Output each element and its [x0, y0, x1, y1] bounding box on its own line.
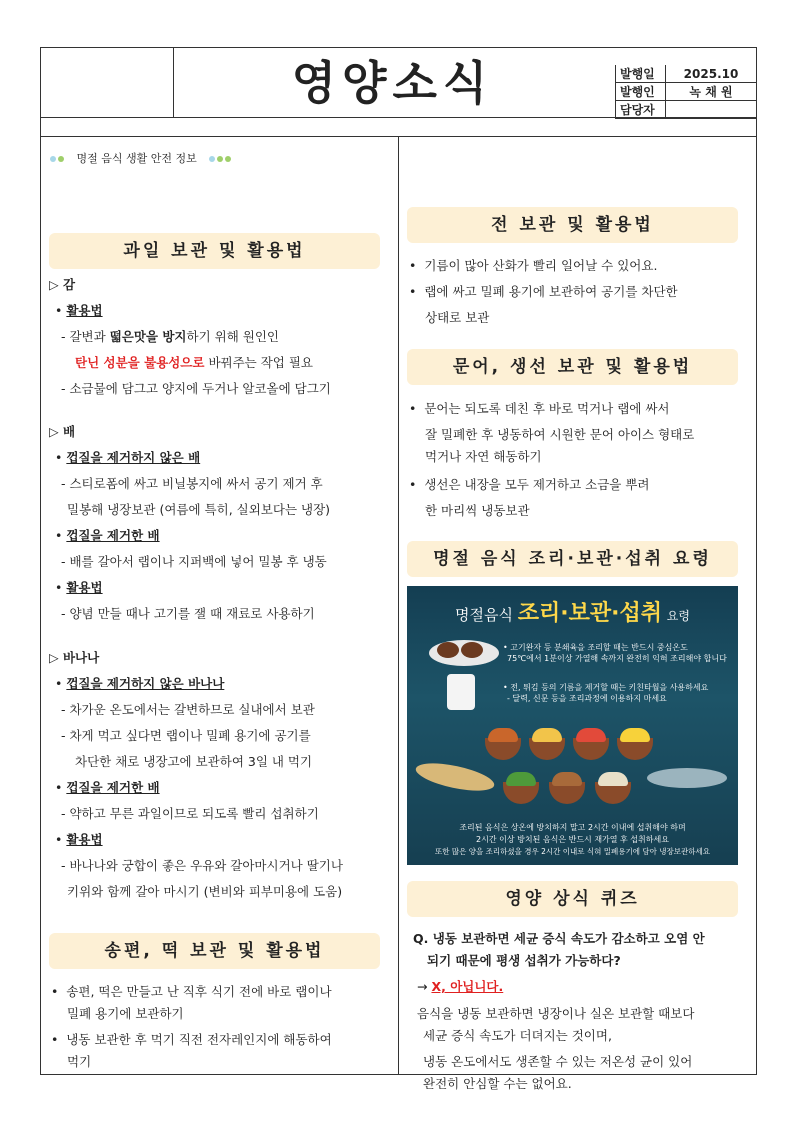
- pear-line-4: - 양념 만들 때나 고기를 잴 때 재료로 사용하기: [61, 606, 315, 621]
- poster-line-5: 조리된 음식은 상온에 방치하지 말고 2시간 이내에 섭취해야 하며: [459, 823, 686, 832]
- text: 바꿔주는 작업 필요: [204, 355, 313, 370]
- quiz-question-2: 되기 때문에 평생 섭취가 가능하다?: [427, 953, 621, 968]
- jeon-bullet-1: • 기름이 많아 산화가 빨리 일어날 수 있어요.: [409, 258, 658, 273]
- poster-line-3: • 전, 튀김 등의 기름을 제거할 때는 키친타월을 사용하세요: [503, 683, 709, 692]
- banana-line-1: - 차가운 온도에서는 갈변하므로 실내에서 보관: [61, 702, 315, 717]
- food-icon: [576, 728, 606, 742]
- meatball-icon: [461, 642, 483, 658]
- banana-sub-2-label: 껍질을 제거한 배: [66, 780, 160, 795]
- persimmon-line-2: [75, 355, 313, 371]
- banana-sub-1: • 껍질을 제거하지 않은 바나나: [55, 676, 225, 691]
- text: 떫은맛을 방지: [109, 329, 187, 344]
- dot-icon: [58, 156, 64, 162]
- banana-line-4: - 약하고 무른 과일이므로 되도록 빨리 섭취하기: [61, 806, 319, 821]
- newsletter-frame: [40, 47, 757, 1091]
- fish-banner: 문어, 생선 보관 및 활용법: [407, 349, 738, 385]
- food-icon: [506, 772, 536, 786]
- fish-line-3: 먹거나 자연 해동하기: [425, 449, 542, 464]
- quiz-explain-3: 냉동 온도에서도 생존할 수 있는 저온성 균이 있어: [423, 1054, 693, 1069]
- poster-title: [407, 596, 738, 627]
- page-title: 영양소식: [291, 56, 494, 110]
- pear-sub-3: • 활용법: [55, 580, 103, 595]
- pear-sub-1-label: 껍질을 제거하지 않은 배: [66, 450, 201, 465]
- songpyeon-line-2: 밀폐 용기에 보관하기: [67, 1006, 184, 1021]
- persimmon-line-3: - 소금물에 담그고 양지에 두거나 알코올에 담그기: [61, 381, 331, 396]
- text: 냉동 보관한 후 먹기 직전 전자레인지에 해동하여: [66, 1032, 332, 1047]
- persimmon-heading: ▷ 감: [49, 277, 76, 292]
- meatball-icon: [437, 642, 459, 658]
- banana-heading: ▷ 바나나: [49, 650, 100, 665]
- fish-bullet-1: • 문어는 되도록 데친 후 바로 먹거나 랩에 싸서: [409, 401, 670, 416]
- food-icon: [620, 728, 650, 742]
- quiz-explain-2: 세균 증식 속도가 더뎌지는 것이며,: [423, 1028, 612, 1043]
- quiz-answer: [417, 979, 503, 995]
- text: 문어는 되도록 데친 후 바로 먹거나 랩에 싸서: [424, 401, 670, 416]
- text: - 갈변과: [61, 329, 110, 344]
- songpyeon-bullet-1: • 송편, 떡은 만들고 난 직후 식기 전에 바로 랩이나: [51, 984, 332, 999]
- text: 랩에 싸고 밀폐 용기에 보관하여 공기를 차단한: [424, 284, 678, 299]
- jeon-bullet-2: • 랩에 싸고 밀폐 용기에 보관하여 공기를 차단한: [409, 284, 678, 299]
- banana-sub-2: • 껍질을 제거한 배: [55, 780, 160, 795]
- banana-line-2: - 차게 먹고 싶다면 랩이나 밀폐 용기에 공기를: [61, 728, 311, 743]
- jeon-line-3: 상태로 보관: [425, 310, 490, 325]
- persimmon-use-label: 활용법: [66, 303, 103, 318]
- persimmon-line-1: [61, 329, 279, 345]
- pear-sub-2: • 껍질을 제거한 배: [55, 528, 160, 543]
- fruit-banner: 과일 보관 및 활용법: [49, 233, 380, 269]
- manager-value: [666, 101, 757, 119]
- paper-towel-icon: [447, 674, 475, 710]
- text: 생선은 내장을 모두 제거하고 소금을 뿌려: [424, 477, 650, 492]
- holiday-banner: 명절 음식 조리·보관·섭취 요령: [407, 541, 738, 577]
- pear-sub-1: • 껍질을 제거하지 않은 배: [55, 450, 201, 465]
- poster-line-4: - 달력, 신문 등을 조리과정에 이용하지 마세요: [507, 694, 667, 703]
- dot-icon: [225, 156, 231, 162]
- jeon-banner: 전 보관 및 활용법: [407, 207, 738, 243]
- pear-line-2: 밀봉해 냉장보관 (여름에 특히, 실외보다는 냉장): [67, 502, 331, 517]
- arrow-icon: →: [417, 979, 432, 994]
- publisher-label: 발행인: [616, 83, 666, 101]
- banana-line-5: - 바나나와 궁합이 좋은 우유와 갈아마시거나 딸기나: [61, 858, 343, 873]
- songpyeon-bullet-2: • 냉동 보관한 후 먹기 직전 전자레인지에 해동하여: [51, 1032, 332, 1047]
- food-icon: [552, 772, 582, 786]
- food-icon: [598, 772, 628, 786]
- pear-sub-3-label: 활용법: [66, 580, 103, 595]
- songpyeon-banner: 송편, 떡 보관 및 활용법: [49, 933, 380, 969]
- fish-line-2: 잘 밀폐한 후 냉동하여 시원한 문어 아이스 형태로: [425, 427, 695, 442]
- text: 요령: [666, 609, 690, 623]
- issue-info-table: [615, 65, 756, 119]
- banana-sub-3-label: 활용법: [66, 832, 103, 847]
- publisher-value: 녹 채 원: [666, 83, 757, 101]
- poster-line-2: 75℃에서 1분이상 가열해 속까지 완전히 익혀 조리해야 합니다: [507, 654, 727, 663]
- banana-line-6: 키위와 함께 갈아 마시기 (변비와 피부미용에 도움): [67, 884, 343, 899]
- quiz-explain-1: 음식을 냉동 보관하면 냉장이나 실온 보관할 때보다: [417, 1006, 695, 1021]
- songpyeon-line-4: 먹기: [67, 1054, 92, 1069]
- poster-line-7: 또한 많은 양을 조리하셨을 경우 2시간 이내로 식혀 밀폐용기에 담아 냉장보관하세요: [435, 847, 710, 856]
- text: 명절음식: [455, 606, 513, 624]
- fish-bullet-2: • 생선은 내장을 모두 제거하고 소금을 뿌려: [409, 477, 650, 492]
- answer-text: X, 아닙니다.: [431, 979, 504, 994]
- header: [41, 48, 756, 118]
- pear-line-1: - 스티로폼에 싸고 비닐봉지에 싸서 공기 제거 후: [61, 476, 323, 491]
- banana-sub-3: • 활용법: [55, 832, 103, 847]
- poster-line-6: 2시간 이상 방치된 음식은 반드시 재가열 후 섭취하세요: [476, 835, 669, 844]
- intro-text: 명절 음식 생활 안전 정보: [76, 152, 197, 165]
- column-divider: [398, 137, 399, 1074]
- highlight-text: 탄닌 성분을 불용성으로: [75, 355, 205, 370]
- quiz-question-1: Q. 냉동 보관하면 세균 증식 속도가 감소하고 오염 안: [413, 931, 705, 946]
- text: 조리·보관·섭취: [517, 601, 662, 626]
- food-icon: [532, 728, 562, 742]
- text: 기름이 많아 산화가 빨리 일어날 수 있어요.: [424, 258, 658, 273]
- issue-date-value: 2025.10: [666, 65, 757, 83]
- dot-icon: [209, 156, 215, 162]
- manager-label: 담당자: [616, 101, 666, 119]
- fish-line-5: 한 마리씩 냉동보관: [425, 503, 530, 518]
- intro-line: [49, 151, 232, 167]
- fish-icon: [414, 758, 497, 796]
- header-logo-area: [41, 48, 174, 118]
- quiz-banner: 영양 상식 퀴즈: [407, 881, 738, 917]
- fish-icon: [647, 768, 727, 788]
- sub-bar: [41, 118, 756, 137]
- persimmon-use: • 활용법: [55, 303, 103, 318]
- food-icon: [488, 728, 518, 742]
- quiz-explain-4: 완전히 안심할 수는 없어요.: [423, 1076, 572, 1091]
- dot-icon: [217, 156, 223, 162]
- text: 하기 위해 원인인: [186, 329, 279, 344]
- banana-sub-1-label: 껍질을 제거하지 않은 바나나: [66, 676, 225, 691]
- pear-sub-2-label: 껍질을 제거한 배: [66, 528, 160, 543]
- poster-line-1: • 고기완자 등 분쇄육을 조리할 때는 반드시 중심온도: [503, 643, 688, 652]
- dot-icon: [50, 156, 56, 162]
- pear-line-3: - 배를 갈아서 랩이나 지퍼백에 넣어 밀봉 후 냉동: [61, 554, 327, 569]
- holiday-food-poster: [407, 586, 738, 865]
- text: 송편, 떡은 만들고 난 직후 식기 전에 바로 랩이나: [66, 984, 332, 999]
- banana-line-3: 차단한 채로 냉장고에 보관하여 3일 내 먹기: [75, 754, 313, 769]
- issue-date-label: 발행일: [616, 65, 666, 83]
- pear-heading: ▷ 배: [49, 424, 76, 439]
